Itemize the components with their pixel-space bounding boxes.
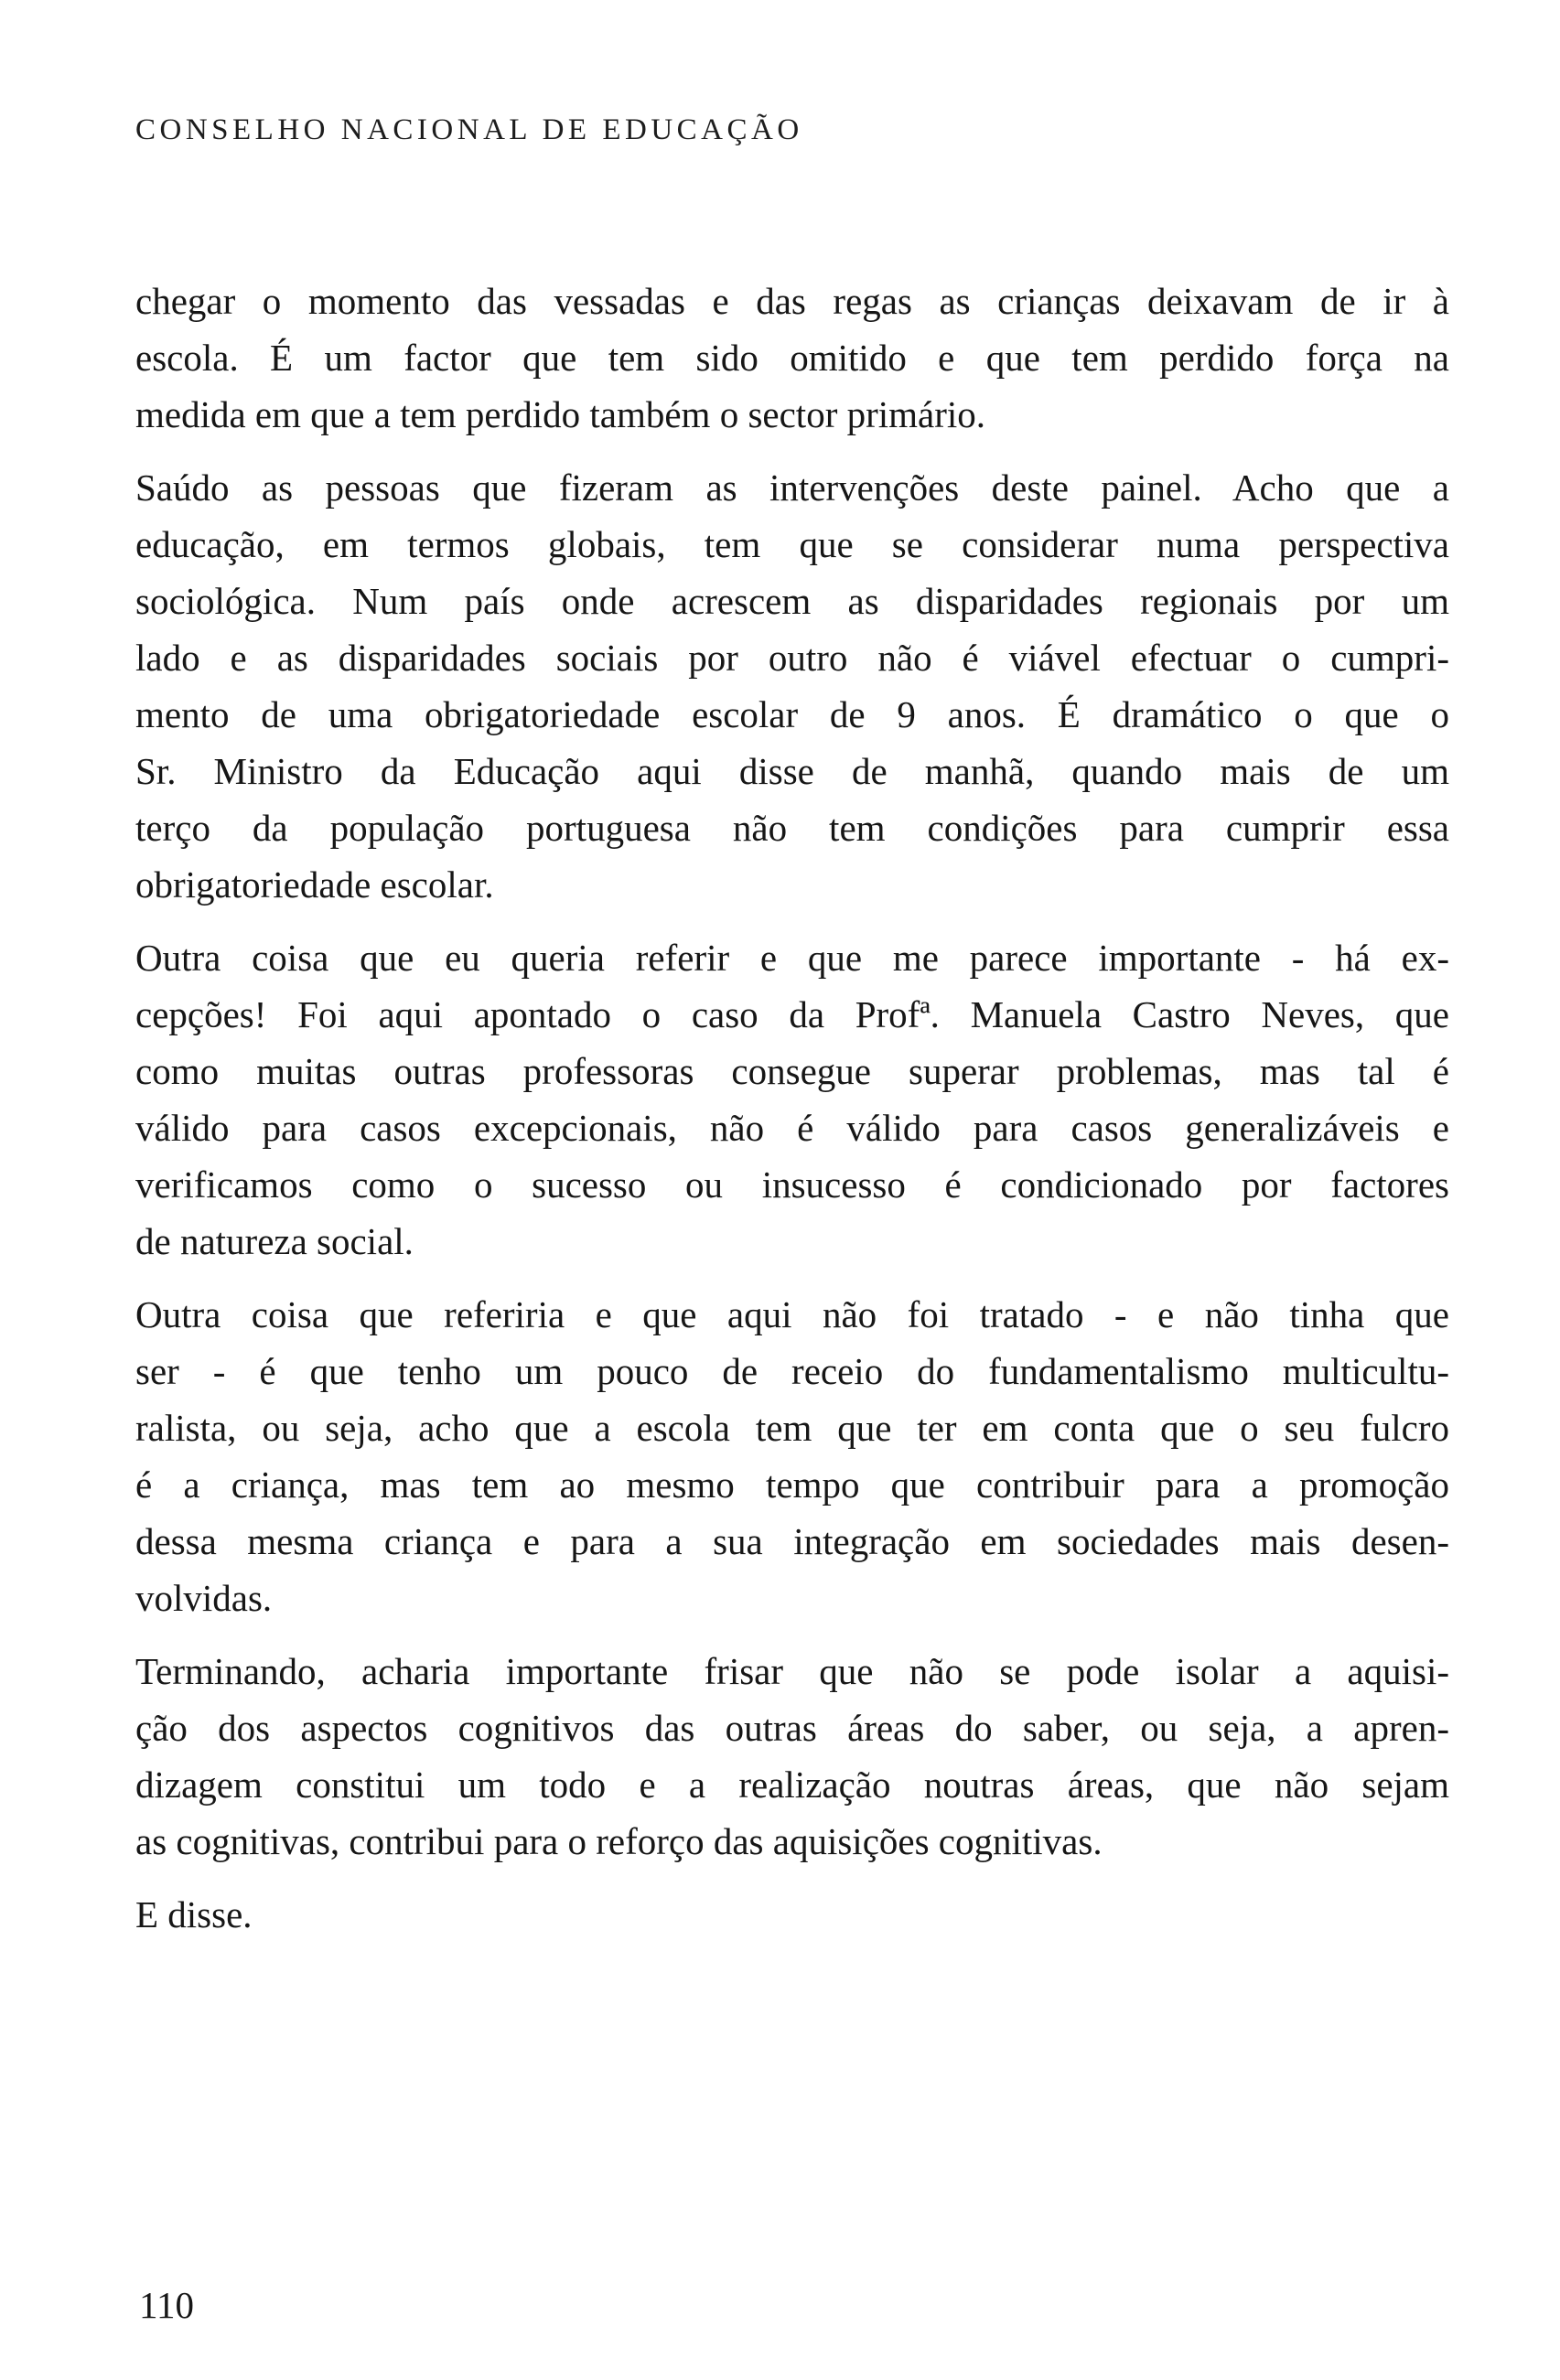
text-line: Outra coisa que referiria e que aqui não foi tratado - e não tinha que — [135, 1293, 1449, 1335]
page-body — [135, 273, 1449, 1959]
text-line: de natureza social. — [135, 1220, 414, 1262]
text-line: chegar o momento das vessadas e das regas as crianças deixavam de ir à — [135, 280, 1449, 322]
text-line: mento de uma obrigatoriedade escolar de 9 anos. É dramático o que o — [135, 693, 1449, 735]
text-line: como muitas outras professoras consegue superar problemas, mas tal é — [135, 1050, 1449, 1092]
text-line: dessa mesma criança e para a sua integração em sociedades mais desen- — [135, 1520, 1449, 1562]
paragraph — [135, 459, 1449, 913]
text-line: medida em que a tem perdido também o sector primário. — [135, 393, 986, 435]
text-line: ralista, ou seja, acho que a escola tem que ter em conta que o seu fulcro — [135, 1407, 1449, 1449]
running-header: CONSELHO NACIONAL DE EDUCAÇÃO — [135, 113, 803, 146]
text-line: dizagem constitui um todo e a realização noutras áreas, que não sejam — [135, 1764, 1449, 1806]
paragraph — [135, 273, 1449, 443]
text-line: Terminando, acharia importante frisar que não se pode isolar a aquisi- — [135, 1650, 1449, 1692]
text-line: ção dos aspectos cognitivos das outras áreas do saber, ou seja, a apren- — [135, 1707, 1449, 1749]
text-line: obrigatoriedade escolar. — [135, 863, 494, 906]
paragraph — [135, 1886, 1449, 1943]
text-line: Sr. Ministro da Educação aqui disse de manhã, quando mais de um — [135, 750, 1449, 792]
text-line: Saúdo as pessoas que fizeram as intervenções deste painel. Acho que a — [135, 466, 1449, 509]
text-line: escola. É um factor que tem sido omitido e que tem perdido força na — [135, 337, 1449, 379]
text-line: as cognitivas, contribui para o reforço das aquisições cognitivas. — [135, 1820, 1103, 1862]
text-line: válido para casos excepcionais, não é válido para casos generalizáveis e — [135, 1107, 1449, 1149]
paragraph — [135, 1286, 1449, 1626]
paragraph — [135, 929, 1449, 1270]
text-line: cepções! Foi aqui apontado o caso da Profª. Manuela Castro Neves, que — [135, 993, 1449, 1035]
text-line: sociológica. Num país onde acrescem as disparidades regionais por um — [135, 580, 1449, 622]
text-line: verificamos como o sucesso ou insucesso é condicionado por factores — [135, 1163, 1449, 1206]
text-line: ser - é que tenho um pouco de receio do fundamentalismo multicultu- — [135, 1350, 1449, 1392]
text-line: volvidas. — [135, 1577, 273, 1619]
text-line: Outra coisa que eu queria referir e que me parece importante - há ex- — [135, 937, 1449, 979]
text-line: terço da população portuguesa não tem condições para cumprir essa — [135, 807, 1449, 849]
text-line: E disse. — [135, 1893, 253, 1935]
text-line: é a criança, mas tem ao mesmo tempo que contribuir para a promoção — [135, 1463, 1449, 1506]
paragraph — [135, 1643, 1449, 1870]
text-line: educação, em termos globais, tem que se considerar numa perspectiva — [135, 523, 1449, 565]
page-number: 110 — [139, 2284, 194, 2326]
text-line: lado e as disparidades sociais por outro não é viável efectuar o cumpri- — [135, 637, 1449, 679]
